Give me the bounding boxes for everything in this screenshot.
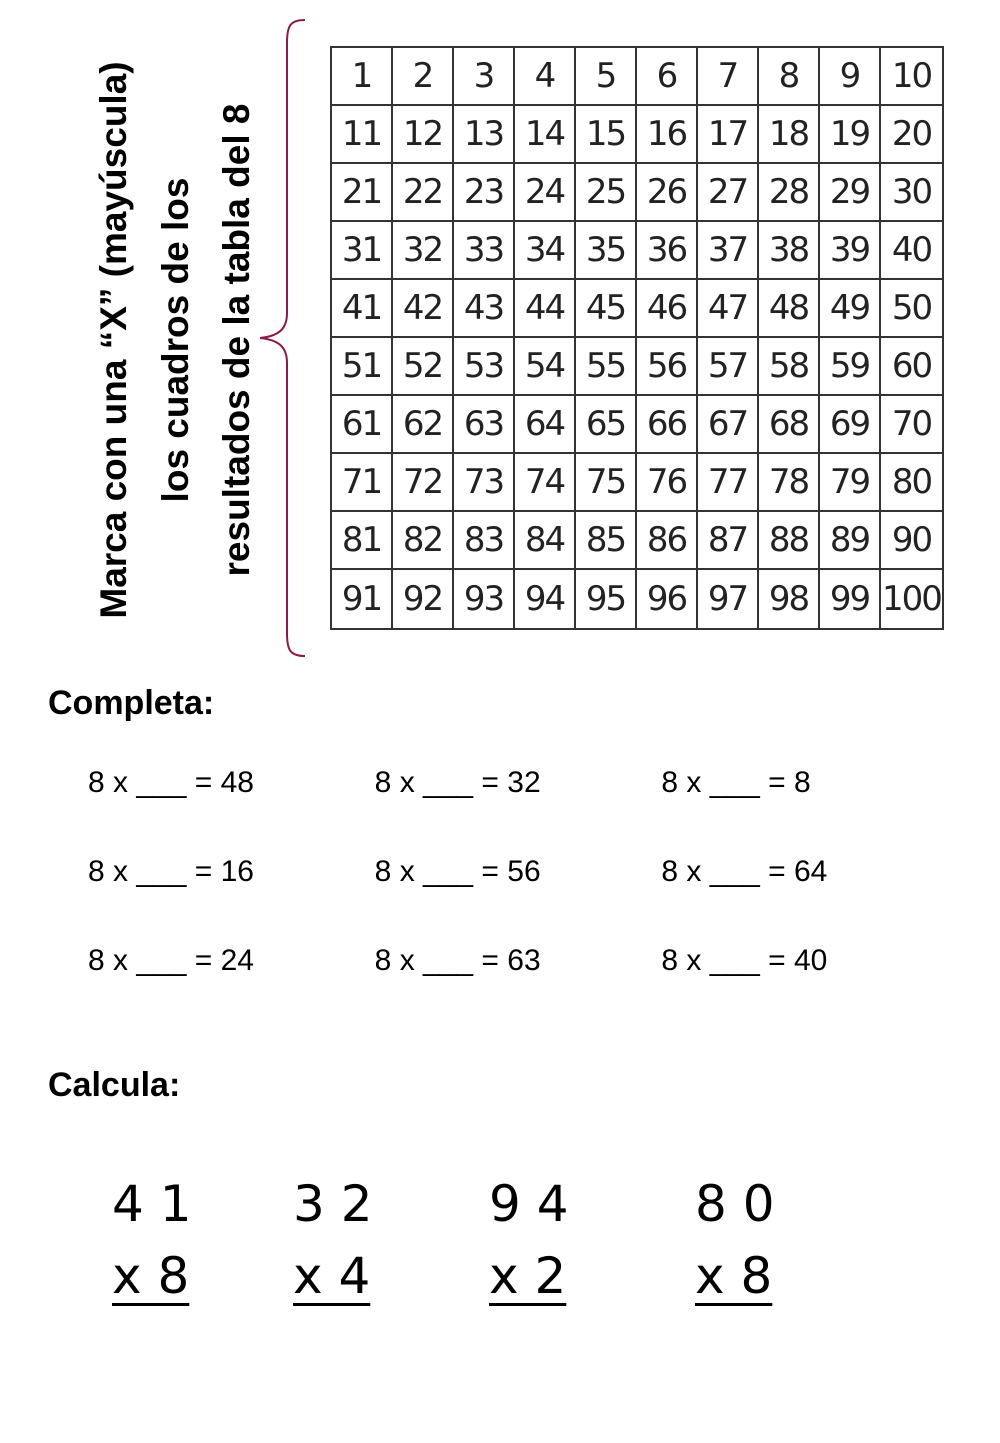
grid-cell[interactable]: 43 [454, 280, 515, 338]
grid-cell[interactable]: 78 [759, 454, 820, 512]
grid-cell[interactable]: 74 [515, 454, 576, 512]
grid-cell[interactable]: 37 [698, 222, 759, 280]
fill-blank-exercise[interactable]: 8 x ___ = 16 [88, 855, 254, 888]
exercise-row [88, 944, 948, 1033]
completa-exercises [88, 766, 948, 1033]
grid-cell[interactable]: 58 [759, 338, 820, 396]
grid-cell[interactable]: 49 [820, 280, 881, 338]
multiplicand: 4 1 [112, 1175, 192, 1233]
fill-blank-exercise[interactable]: 8 x ___ = 64 [661, 855, 828, 888]
grid-cell[interactable]: 7 [698, 48, 759, 106]
grid-cell[interactable]: 47 [698, 280, 759, 338]
grid-cell[interactable]: 69 [820, 396, 881, 454]
instruction-line-1: Marca con una “X” (mayúscula) [93, 61, 134, 619]
fill-blank-exercise[interactable]: 8 x ___ = 48 [88, 766, 254, 799]
grid-cell[interactable]: 4 [515, 48, 576, 106]
grid-cell[interactable]: 82 [393, 512, 454, 570]
grid-cell[interactable]: 46 [637, 280, 698, 338]
grid-cell[interactable]: 76 [637, 454, 698, 512]
grid-cell[interactable]: 98 [759, 570, 820, 628]
fill-blank-exercise[interactable]: 8 x ___ = 40 [661, 944, 828, 977]
grid-cell[interactable]: 68 [759, 396, 820, 454]
grid-cell[interactable]: 61 [332, 396, 393, 454]
grid-cell[interactable]: 93 [454, 570, 515, 628]
grid-cell[interactable]: 87 [698, 512, 759, 570]
grid-cell[interactable]: 50 [881, 280, 942, 338]
grid-cell[interactable]: 2 [393, 48, 454, 106]
fill-blank-exercise[interactable]: 8 x ___ = 32 [374, 766, 541, 799]
grid-cell[interactable]: 59 [820, 338, 881, 396]
grid-cell[interactable]: 88 [759, 512, 820, 570]
grid-cell[interactable]: 29 [820, 164, 881, 222]
grid-cell[interactable]: 64 [515, 396, 576, 454]
grid-cell[interactable]: 86 [637, 512, 698, 570]
multiplication-problem [695, 1168, 775, 1312]
grid-cell[interactable]: 48 [759, 280, 820, 338]
grid-cell[interactable]: 26 [637, 164, 698, 222]
grid-cell[interactable]: 96 [637, 570, 698, 628]
grid-cell[interactable]: 84 [515, 512, 576, 570]
grid-cell[interactable]: 57 [698, 338, 759, 396]
grid-cell[interactable]: 14 [515, 106, 576, 164]
grid-cell[interactable]: 80 [881, 454, 942, 512]
grid-cell[interactable]: 8 [759, 48, 820, 106]
grid-cell[interactable]: 28 [759, 164, 820, 222]
grid-cell[interactable]: 70 [881, 396, 942, 454]
grid-cell[interactable]: 89 [820, 512, 881, 570]
hundred-chart [330, 46, 944, 630]
grid-cell[interactable]: 56 [637, 338, 698, 396]
grid-cell[interactable]: 45 [576, 280, 637, 338]
grid-cell[interactable]: 73 [454, 454, 515, 512]
exercise-row [88, 766, 948, 855]
grid-cell[interactable]: 51 [332, 338, 393, 396]
multiplicand: 3 2 [293, 1175, 373, 1233]
calcula-heading: Calcula: [48, 1066, 181, 1104]
grid-cell[interactable]: 27 [698, 164, 759, 222]
grid-cell[interactable]: 71 [332, 454, 393, 512]
grid-cell[interactable]: 53 [454, 338, 515, 396]
curly-brace-icon [255, 18, 315, 663]
multiplier: x 8 [112, 1247, 190, 1305]
grid-cell[interactable]: 67 [698, 396, 759, 454]
multiplicand: 8 0 [695, 1175, 775, 1233]
grid-cell[interactable]: 36 [637, 222, 698, 280]
multiplicand: 9 4 [489, 1175, 569, 1233]
multiplication-problem [112, 1168, 192, 1312]
multiplier: x 2 [489, 1247, 567, 1305]
grid-cell[interactable]: 79 [820, 454, 881, 512]
grid-cell[interactable]: 39 [820, 222, 881, 280]
grid-cell[interactable]: 5 [576, 48, 637, 106]
grid-cell[interactable]: 1 [332, 48, 393, 106]
grid-cell[interactable]: 60 [881, 338, 942, 396]
grid-cell[interactable]: 54 [515, 338, 576, 396]
grid-cell[interactable]: 17 [698, 106, 759, 164]
grid-cell[interactable]: 23 [454, 164, 515, 222]
grid-cell[interactable]: 3 [454, 48, 515, 106]
completa-heading: Completa: [48, 684, 215, 722]
grid-cell[interactable]: 11 [332, 106, 393, 164]
grid-cell[interactable]: 24 [515, 164, 576, 222]
grid-cell[interactable]: 100 [882, 579, 941, 619]
multiplier: x 8 [695, 1247, 773, 1305]
grid-cell[interactable]: 22 [393, 164, 454, 222]
grid-cell[interactable]: 31 [332, 222, 393, 280]
grid-cell[interactable]: 25 [576, 164, 637, 222]
grid-cell[interactable]: 92 [393, 570, 454, 628]
grid-cell[interactable]: 81 [332, 512, 393, 570]
grid-cell[interactable]: 91 [332, 570, 393, 628]
grid-cell[interactable]: 63 [454, 396, 515, 454]
grid-cell[interactable]: 41 [332, 280, 393, 338]
grid-cell[interactable]: 77 [698, 454, 759, 512]
grid-cell[interactable]: 13 [454, 106, 515, 164]
grid-cell[interactable]: 62 [393, 396, 454, 454]
grid-cell[interactable]: 10 [881, 48, 942, 106]
grid-cell[interactable]: 34 [515, 222, 576, 280]
grid-cell[interactable]: 42 [393, 280, 454, 338]
exercise-row [88, 855, 948, 944]
grid-cell[interactable]: 38 [759, 222, 820, 280]
grid-cell[interactable]: 18 [759, 106, 820, 164]
multiplier: x 4 [293, 1247, 371, 1305]
multiplication-problem [489, 1168, 569, 1312]
grid-cell[interactable]: 16 [637, 106, 698, 164]
grid-cell[interactable]: 52 [393, 338, 454, 396]
fill-blank-exercise[interactable]: 8 x ___ = 8 [661, 766, 811, 799]
instruction-line-3: resultados de la tabla del 8 [216, 103, 257, 577]
grid-cell[interactable]: 90 [881, 512, 942, 570]
fill-blank-exercise[interactable]: 8 x ___ = 56 [374, 855, 541, 888]
grid-cell[interactable]: 99 [820, 570, 881, 628]
grid-cell[interactable]: 20 [881, 106, 942, 164]
grid-cell[interactable]: 72 [393, 454, 454, 512]
fill-blank-exercise[interactable]: 8 x ___ = 63 [374, 944, 541, 977]
grid-cell[interactable]: 6 [637, 48, 698, 106]
grid-cell[interactable]: 19 [820, 106, 881, 164]
grid-cell[interactable]: 12 [393, 106, 454, 164]
grid-cell[interactable]: 33 [454, 222, 515, 280]
grid-cell[interactable]: 40 [881, 222, 942, 280]
multiplication-problem [293, 1168, 373, 1312]
grid-cell[interactable]: 75 [576, 454, 637, 512]
instructions [95, 30, 255, 650]
grid-cell[interactable]: 85 [576, 512, 637, 570]
grid-cell[interactable]: 30 [881, 164, 942, 222]
grid-cell[interactable]: 55 [576, 338, 637, 396]
grid-cell[interactable]: 32 [393, 222, 454, 280]
grid-cell[interactable]: 44 [515, 280, 576, 338]
grid-cell[interactable]: 9 [820, 48, 881, 106]
grid-cell[interactable]: 95 [576, 570, 637, 628]
grid-cell[interactable]: 21 [332, 164, 393, 222]
grid-cell[interactable]: 94 [515, 570, 576, 628]
grid-cell[interactable]: 66 [637, 396, 698, 454]
instruction-line-2: los cuadros de los [154, 177, 196, 503]
grid-cell[interactable]: 65 [576, 396, 637, 454]
grid-cell[interactable]: 83 [454, 512, 515, 570]
grid-cell[interactable]: 35 [576, 222, 637, 280]
fill-blank-exercise[interactable]: 8 x ___ = 24 [88, 944, 254, 977]
grid-cell[interactable]: 15 [576, 106, 637, 164]
grid-cell[interactable]: 97 [698, 570, 759, 628]
